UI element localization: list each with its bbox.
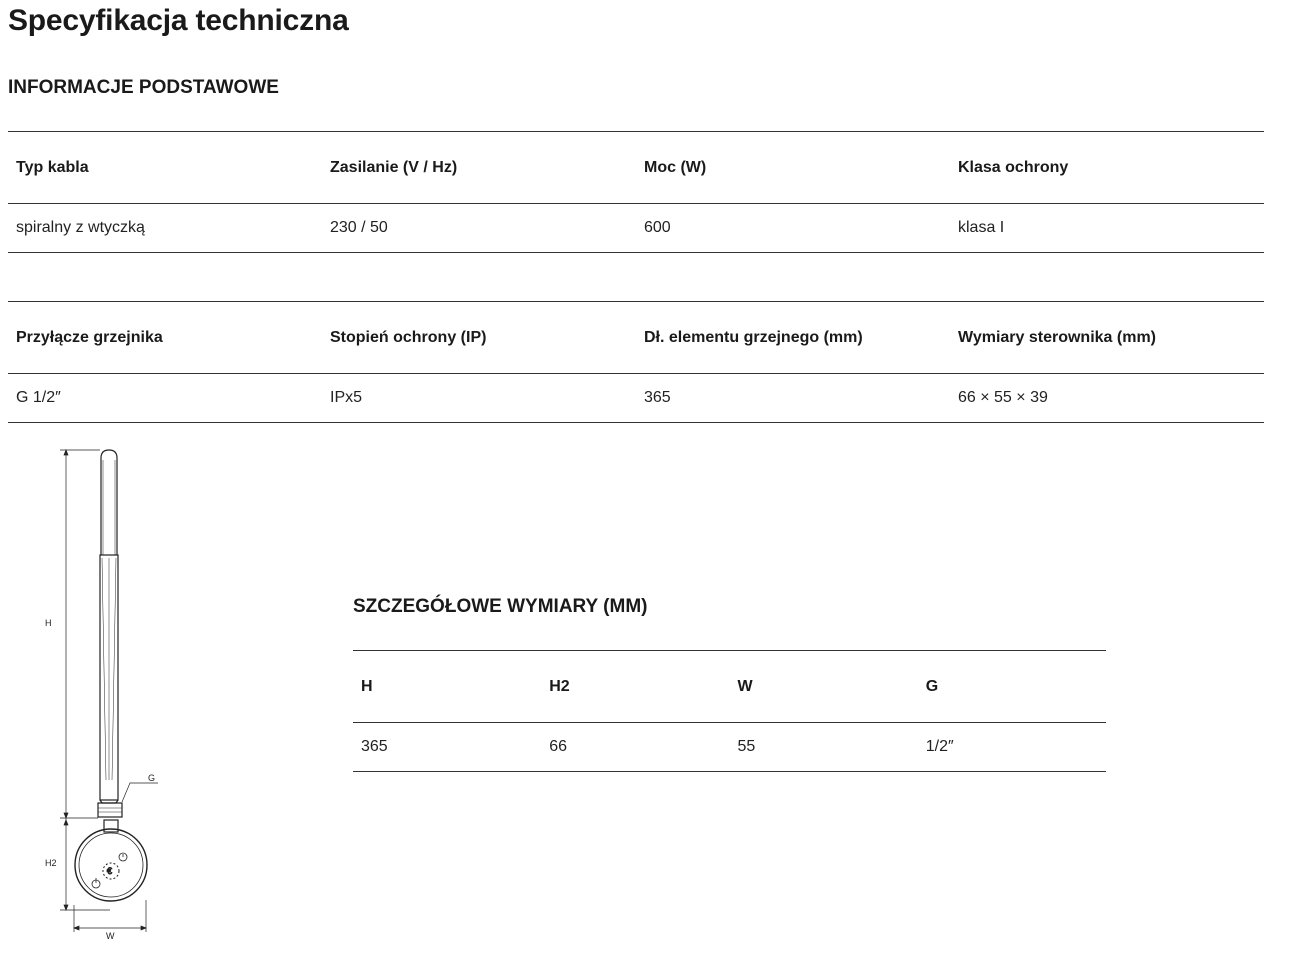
col-header-h: H [361,677,373,695]
cell-w: 55 [737,738,756,755]
col-header-protection-class: Klasa ochrony [958,158,1069,176]
detailed-dimensions-table [353,650,1106,772]
col-header-power-supply: Zasilanie (V / Hz) [330,158,458,176]
table-row [8,374,1264,423]
table-row [353,723,1106,772]
col-header-element-length: Dł. elementu grzejnego (mm) [644,328,863,346]
label-w: W [106,931,115,941]
label-g: G [148,773,156,783]
col-header-controller-dimensions: Wymiary sterownika (mm) [958,328,1156,346]
label-h: H [45,618,52,628]
label-h2: H2 [45,858,57,868]
cell-protection-class: klasa I [958,219,1005,236]
basic-info-heading: INFORMACJE PODSTAWOWE [8,77,279,98]
col-header-cable-type: Typ kabla [16,158,89,176]
col-header-g: G [925,677,939,695]
controller-body [75,829,147,901]
cell-controller-dimensions: 66 × 55 × 39 [958,389,1048,406]
col-header-power: Moc (W) [644,158,707,176]
col-header-h2: H2 [549,677,570,695]
heater-technical-drawing [30,440,190,950]
col-header-w: W [737,677,753,695]
cell-h: 365 [361,738,388,755]
cell-element-length: 365 [644,389,671,406]
cell-cable-type: spiralny z wtyczką [16,219,145,236]
cell-ip-rating: IPx5 [330,389,363,406]
temperature-icon: € [107,866,113,876]
basic-spec-table-1 [8,131,1264,253]
table-header-row [353,651,1106,723]
cell-power-supply: 230 / 50 [330,219,388,236]
table-row [8,204,1264,253]
cell-h2: 66 [549,738,568,755]
col-header-ip-rating: Stopień ochrony (IP) [330,328,487,346]
basic-spec-table-2 [8,301,1264,423]
cell-radiator-connection: G 1/2″ [16,389,61,406]
thread-connector [98,803,122,832]
cell-g: 1/2″ [925,738,954,755]
col-header-radiator-connection: Przyłącze grzejnika [16,328,163,346]
page-title: Specyfikacja techniczna [8,4,349,37]
table-header-row [8,132,1264,204]
detailed-dimensions-heading: SZCZEGÓŁOWE WYMIARY (MM) [353,596,648,617]
table-header-row [8,302,1264,374]
cell-power: 600 [644,219,671,236]
heating-rod [100,450,118,803]
